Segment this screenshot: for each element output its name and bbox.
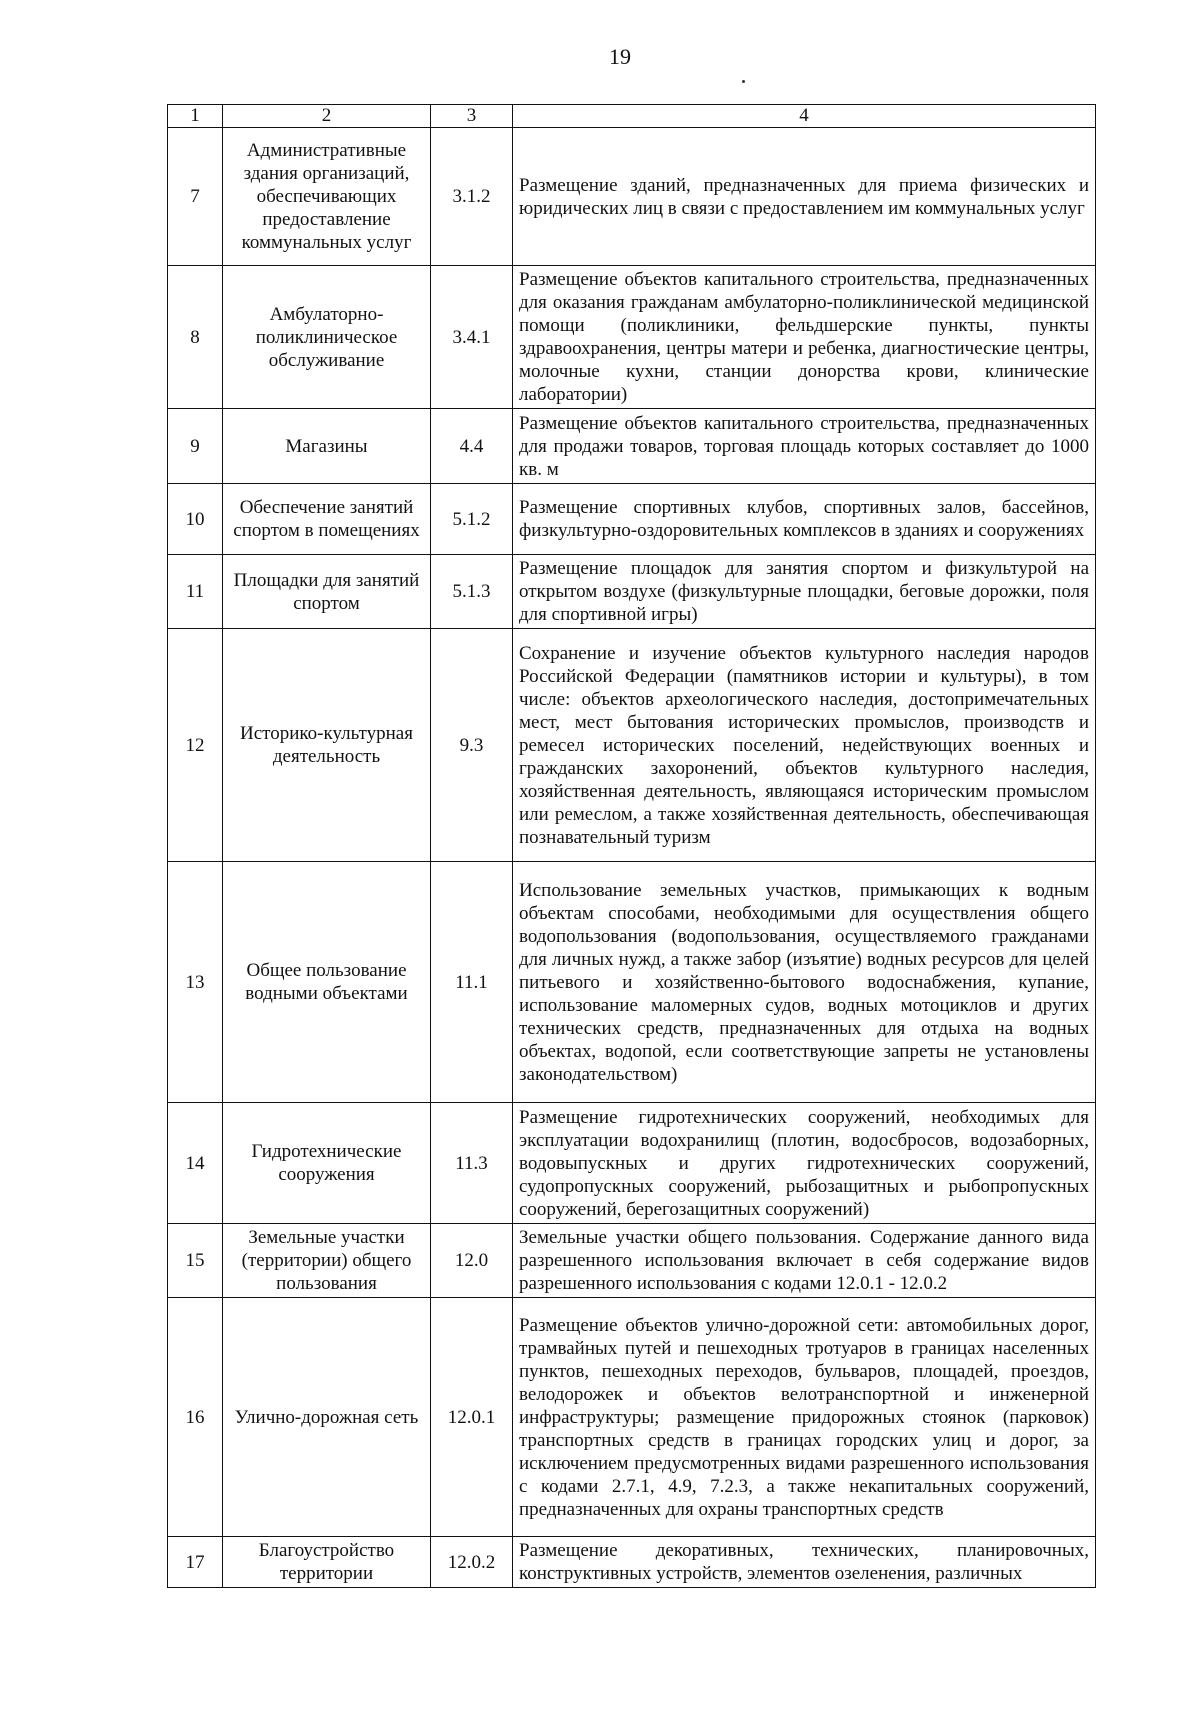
table-row <box>168 1298 1096 1537</box>
land-use-table <box>167 104 1096 1588</box>
use-type-code: 5.1.3 <box>431 555 513 629</box>
table-row <box>168 1537 1096 1588</box>
table-row <box>168 128 1096 266</box>
use-type-code: 12.0.2 <box>431 1537 513 1588</box>
row-number: 16 <box>168 1298 223 1537</box>
header-cell: 4 <box>513 105 1096 128</box>
row-number: 15 <box>168 1224 223 1298</box>
row-number: 13 <box>168 862 223 1103</box>
use-type-description: Использование земельных участков, примыкающих к водным объектам способами, необходимыми для осуществления общего водопользования (водопользования, осуществляемого гражданами для личных нужд, а также забор (изъятие) водных ресурсов для целей питьевого и хозяйственно-бытового водоснабжения, купание, использование маломерных судов, водных мотоциклов и других технических средств, предназначенных для отдыха на водных объектах, водопой, если соответствующие запреты не установлены законодательством) <box>513 862 1096 1103</box>
use-type-description: Размещение площадок для занятия спортом и физкультурой на открытом воздухе (физкультурные площадки, беговые дорожки, поля для спортивной игры) <box>513 555 1096 629</box>
use-type-code: 5.1.2 <box>431 484 513 555</box>
use-type-name: Административные здания организаций, обеспечивающих предоставление коммунальных услуг <box>223 128 431 266</box>
table-row <box>168 629 1096 862</box>
use-type-name: Историко-культурная деятельность <box>223 629 431 862</box>
row-number: 10 <box>168 484 223 555</box>
use-type-code: 9.3 <box>431 629 513 862</box>
row-number: 8 <box>168 266 223 409</box>
use-type-description: Размещение объектов улично-дорожной сети: автомобильных дорог, трамвайных путей и пешеходных тротуаров в границах населенных пунктов, пешеходных переходов, бульваров, площадей, проездов, велодорожек и объектов велотранспортной и инженерной инфраструктуры; размещение придорожных стоянок (парковок) транспортных средств в границах городских улиц и дорог, за исключением предусмотренных видами разрешенного использования с кодами 2.7.1, 4.9, 7.2.3, а также некапитальных сооружений, предназначенных для охраны транспортных средств <box>513 1298 1096 1537</box>
row-number: 11 <box>168 555 223 629</box>
use-type-name: Площадки для занятий спортом <box>223 555 431 629</box>
use-type-name: Обеспечение занятий спортом в помещениях <box>223 484 431 555</box>
use-type-code: 3.1.2 <box>431 128 513 266</box>
table-row <box>168 1224 1096 1298</box>
use-type-code: 4.4 <box>431 409 513 484</box>
header-cell: 2 <box>223 105 431 128</box>
scan-speck <box>742 80 745 83</box>
use-type-description: Размещение объектов капитального строительства, предназначенных для продажи товаров, торговая площадь которых составляет до 1000 кв. м <box>513 409 1096 484</box>
header-cell: 1 <box>168 105 223 128</box>
table-row <box>168 484 1096 555</box>
table-row <box>168 409 1096 484</box>
table-row <box>168 862 1096 1103</box>
row-number: 12 <box>168 629 223 862</box>
use-type-name: Гидротехнические сооружения <box>223 1103 431 1224</box>
use-type-name: Улично-дорожная сеть <box>223 1298 431 1537</box>
table-row <box>168 266 1096 409</box>
page-number: 19 <box>609 44 631 69</box>
use-type-description: Размещение объектов капитального строительства, предназначенных для оказания гражданам амбулаторно-поликлинической медицинской помощи (поликлиники, фельдшерские пункты, пункты здравоохранения, центры матери и ребенка, диагностические центры, молочные кухни, станции донорства крови, клинические лаборатории) <box>513 266 1096 409</box>
use-type-name: Земельные участки (территории) общего пользования <box>223 1224 431 1298</box>
use-type-name: Благоустройство территории <box>223 1537 431 1588</box>
use-type-description: Размещение декоративных, технических, планировочных, конструктивных устройств, элементов озеленения, различных <box>513 1537 1096 1588</box>
use-type-name: Амбулаторно-поликлиническое обслуживание <box>223 266 431 409</box>
header-cell: 3 <box>431 105 513 128</box>
use-type-description: Размещение спортивных клубов, спортивных залов, бассейнов, физкультурно-оздоровительных комплексов в зданиях и сооружениях <box>513 484 1096 555</box>
use-type-description: Земельные участки общего пользования. Содержание данного вида разрешенного использования включает в себя содержание видов разрешенного использования с кодами 12.0.1 - 12.0.2 <box>513 1224 1096 1298</box>
table-row <box>168 1103 1096 1224</box>
use-type-code: 12.0.1 <box>431 1298 513 1537</box>
use-type-name: Общее пользование водными объектами <box>223 862 431 1103</box>
row-number: 7 <box>168 128 223 266</box>
use-type-name: Магазины <box>223 409 431 484</box>
use-type-code: 11.3 <box>431 1103 513 1224</box>
use-type-code: 3.4.1 <box>431 266 513 409</box>
use-type-code: 12.0 <box>431 1224 513 1298</box>
use-type-description: Размещение зданий, предназначенных для приема физических и юридических лиц в связи с предоставлением им коммунальных услуг <box>513 128 1096 266</box>
use-type-code: 11.1 <box>431 862 513 1103</box>
table-row <box>168 555 1096 629</box>
row-number: 17 <box>168 1537 223 1588</box>
row-number: 9 <box>168 409 223 484</box>
row-number: 14 <box>168 1103 223 1224</box>
header-row <box>168 105 1096 128</box>
use-type-description: Размещение гидротехнических сооружений, необходимых для эксплуатации водохранилищ (плотин, водосбросов, водозаборных, водовыпускных и других гидротехнических сооружений, судопропускных сооружений, рыбозащитных и рыбопропускных сооружений, берегозащитных сооружений) <box>513 1103 1096 1224</box>
use-type-description: Сохранение и изучение объектов культурного наследия народов Российской Федерации (памятников истории и культуры), в том числе: объектов археологического наследия, достопримечательных мест, мест бытования исторических промыслов, производств и ремесел исторических поселений, недействующих военных и гражданских захоронений, объектов культурного наследия, хозяйственная деятельность, являющаяся историческим промыслом или ремеслом, а также хозяйственная деятельность, обеспечивающая познавательный туризм <box>513 629 1096 862</box>
